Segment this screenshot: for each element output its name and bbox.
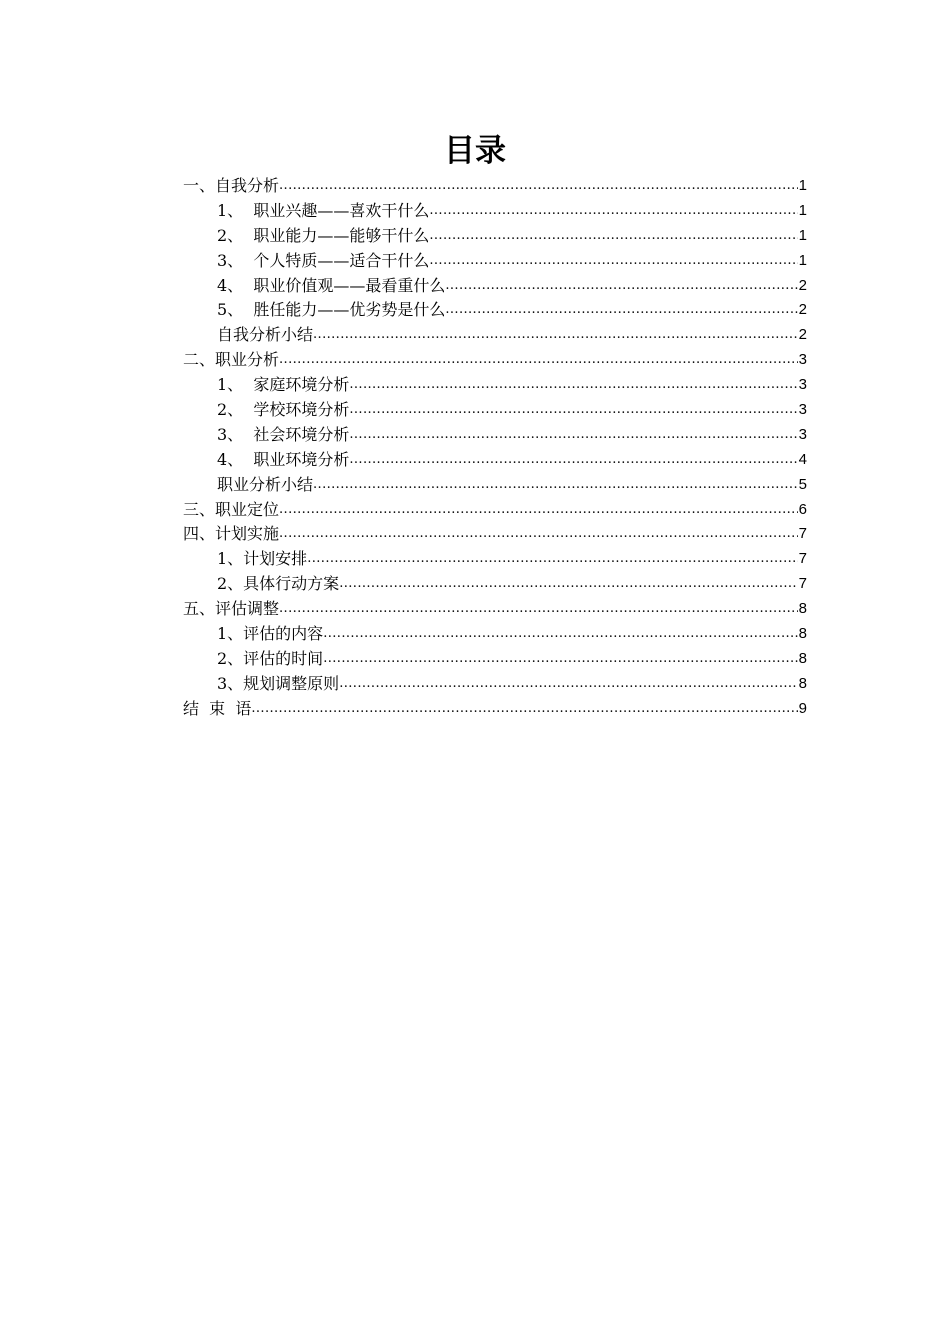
toc-dot-leader	[251, 697, 797, 722]
toc-entry-page-number: 1	[798, 226, 807, 244]
toc-entry[interactable]	[183, 647, 807, 672]
toc-entry[interactable]	[183, 473, 807, 498]
toc-entry-page-number: 9	[798, 699, 807, 717]
toc-entry[interactable]	[183, 298, 807, 323]
toc-entry[interactable]	[183, 323, 807, 348]
toc-entry-page-number: 3	[798, 376, 807, 394]
toc-entry-page-number: 3	[798, 425, 807, 443]
toc-dot-leader	[349, 423, 797, 448]
toc-entry[interactable]	[183, 597, 807, 622]
toc-dot-leader	[349, 373, 797, 398]
toc-entry-label: 3、规划调整原则	[217, 673, 340, 693]
toc-entry[interactable]	[183, 274, 807, 299]
toc-entry[interactable]	[183, 199, 807, 224]
toc-entry[interactable]	[183, 522, 807, 547]
toc-entry-page-number: 7	[798, 575, 807, 593]
toc-entry[interactable]	[183, 547, 807, 572]
toc-dot-leader	[313, 323, 798, 348]
toc-dot-leader	[339, 572, 797, 597]
toc-entry-label: 1、评估的内容	[217, 624, 324, 644]
toc-entry-page-number: 5	[798, 475, 807, 493]
toc-entry-label: 1、计划安排	[217, 549, 308, 569]
toc-entry-label: 四、计划实施	[183, 524, 280, 544]
toc-entry-label: 1、 家庭环境分析	[217, 375, 350, 395]
toc-dot-leader	[429, 224, 797, 249]
toc-dot-leader	[279, 348, 798, 373]
toc-dot-leader	[323, 647, 797, 672]
toc-entry-label: 一、自我分析	[183, 175, 280, 195]
toc-entry[interactable]	[183, 398, 807, 423]
toc-dot-leader	[339, 672, 797, 697]
toc-dot-leader	[323, 622, 797, 647]
toc-entry-label: 三、职业定位	[183, 499, 280, 519]
toc-dot-leader	[445, 274, 797, 299]
toc-dot-leader	[279, 498, 798, 523]
toc-entry-label: 2、 职业能力——能够干什么	[217, 225, 430, 245]
toc-entry-label: 1、 职业兴趣——喜欢干什么	[217, 200, 430, 220]
toc-dot-leader	[349, 448, 797, 473]
toc-dot-leader	[279, 597, 798, 622]
toc-entry-label: 五、评估调整	[183, 599, 280, 619]
toc-title: 目录	[444, 133, 506, 169]
toc-entry[interactable]	[183, 697, 807, 722]
toc-dot-leader	[349, 398, 797, 423]
toc-entry-page-number: 7	[798, 525, 807, 543]
toc-dot-leader	[445, 298, 797, 323]
toc-dot-leader	[429, 249, 797, 274]
toc-entry-label: 3、 社会环境分析	[217, 424, 350, 444]
toc-entry-page-number: 2	[798, 276, 807, 294]
toc-dot-leader	[279, 174, 798, 199]
toc-entry-label: 2、 学校环境分析	[217, 400, 350, 419]
toc-entry[interactable]	[183, 423, 807, 448]
toc-entry-page-number: 8	[798, 625, 807, 643]
toc-entry[interactable]	[183, 498, 807, 523]
toc-entry[interactable]	[183, 672, 807, 697]
toc-entry-page-number: 4	[798, 450, 807, 468]
toc-entry[interactable]	[183, 572, 807, 597]
toc-entry[interactable]	[183, 373, 807, 398]
toc-entry[interactable]	[183, 348, 807, 373]
toc-entry-page-number: 6	[798, 500, 807, 518]
toc-entry-page-number: 8	[798, 600, 807, 618]
toc-entry-page-number: 2	[798, 301, 807, 319]
toc-entry-page-number: 1	[798, 201, 807, 219]
toc-entry[interactable]	[183, 174, 807, 199]
toc-entry[interactable]	[183, 622, 807, 647]
toc-dot-leader	[307, 547, 797, 572]
toc-entry-label: 2、评估的时间	[217, 648, 324, 668]
toc-entry-page-number: 3	[798, 351, 807, 369]
toc-entry[interactable]	[183, 249, 807, 274]
toc-entry-page-number: 8	[798, 674, 807, 692]
toc-dot-leader	[279, 522, 798, 547]
toc-entry[interactable]	[183, 448, 807, 473]
toc-list	[183, 174, 807, 722]
toc-entry-page-number: 3	[798, 401, 807, 418]
toc-entry-page-number: 2	[798, 326, 807, 344]
toc-entry[interactable]	[183, 224, 807, 249]
toc-entry-label: 5、 胜任能力——优劣势是什么	[217, 300, 446, 320]
toc-dot-leader	[313, 473, 798, 498]
toc-entry-page-number: 7	[798, 550, 807, 568]
toc-entry-label: 二、职业分析	[183, 350, 280, 370]
toc-entry-page-number: 1	[798, 251, 807, 269]
toc-entry-page-number: 8	[798, 649, 807, 667]
toc-entry-label: 自我分析小结	[217, 325, 314, 345]
toc-entry-label: 3、 个人特质——适合干什么	[217, 250, 430, 270]
toc-entry-label: 结 束 语	[183, 698, 252, 718]
toc-entry-label: 职业分析小结	[217, 474, 314, 494]
toc-entry-label: 2、具体行动方案	[217, 574, 340, 594]
toc-entry-label: 4、 职业环境分析	[217, 449, 350, 469]
toc-entry-page-number: 1	[798, 176, 807, 194]
toc-entry-label: 4、 职业价值观——最看重什么	[217, 275, 446, 295]
toc-dot-leader	[429, 199, 797, 224]
